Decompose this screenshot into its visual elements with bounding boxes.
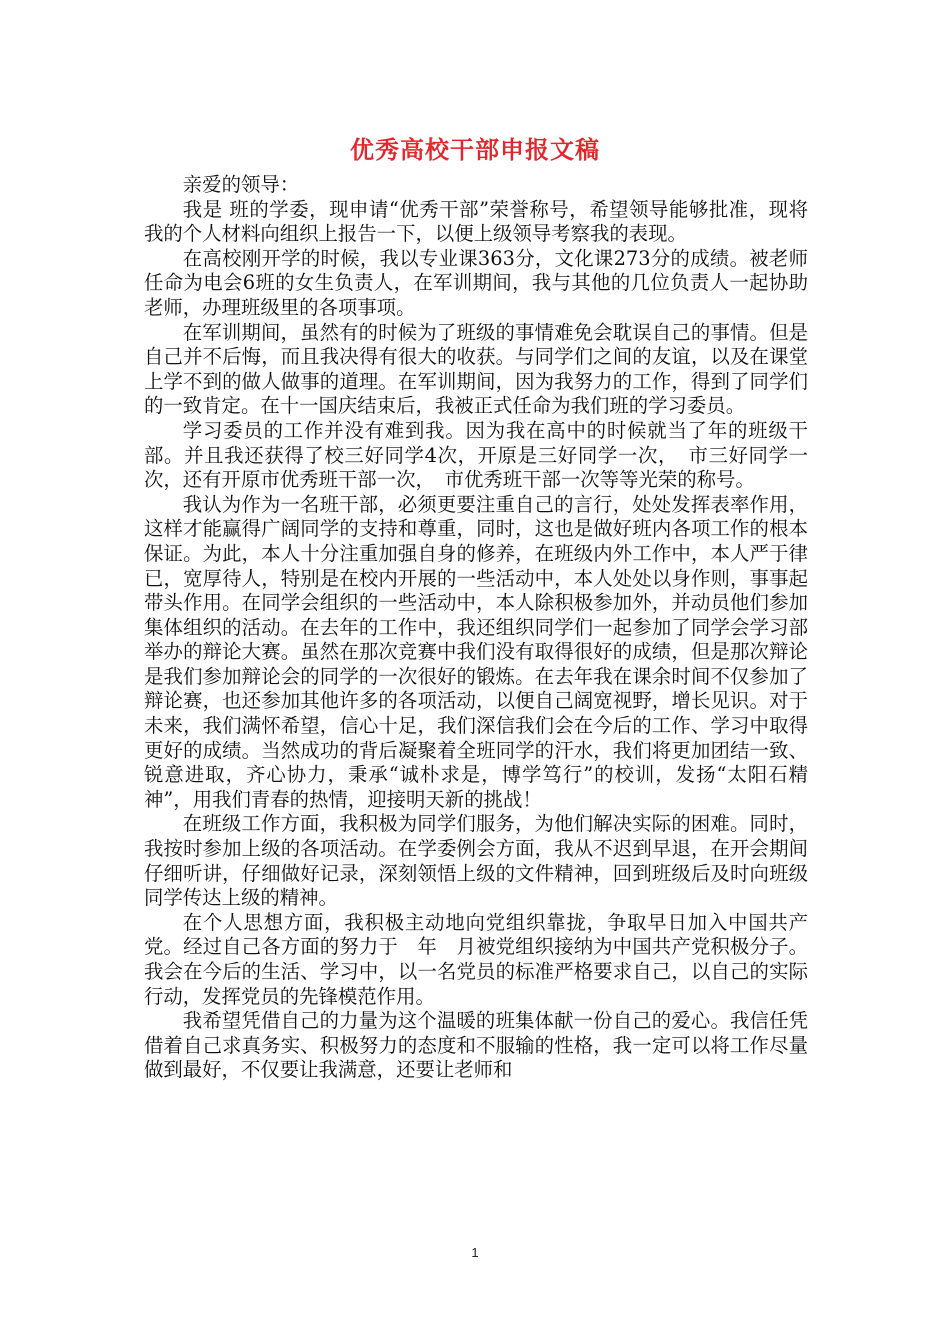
paragraph: 我是 班的学委，现申请“优秀干部”荣誉称号，希望领导能够批准，现将我的个人材料向组织上报告一下，以便上级领导考察我的表现。 bbox=[144, 197, 808, 246]
document-body bbox=[144, 173, 808, 1083]
paragraph: 学习委员的工作并没有难到我。因为我在高中的时候就当了年的班级干部。并且我还获得了校三好同学4次，开原是三好同学一次， 市三好同学一次，还有开原市优秀班干部一次， 市优秀班干部一次等等光荣的称号。 bbox=[144, 418, 808, 492]
salutation: 亲爱的领导： bbox=[182, 173, 300, 196]
paragraph: 我希望凭借自己的力量为这个温暖的班集体献一份自己的爱心。我信任凭借着自己求真务实、积极努力的态度和不服输的性格，我一定可以将工作尽量做到最好，不仅要让我满意，还要让老师和 bbox=[144, 1009, 808, 1082]
document-title: 优秀高校干部申报文稿 bbox=[350, 136, 600, 164]
page-number: 1 bbox=[471, 1245, 479, 1260]
paragraph: 在班级工作方面，我积极为同学们服务，为他们解决实际的困难。同时，我按时参加上级的各项活动。在学委例会方面，我从不迟到早退，在开会期间仔细听讲，仔细做好记录，深刻领悟上级的文件精神，回到班级后及时向班级同学传达上级的精神。 bbox=[144, 812, 808, 910]
paragraph: 在军训期间，虽然有的时候为了班级的事情难免会耽误自己的事情。但是自己并不后悔，而且我决得有很大的收获。与同学们之间的友谊，以及在课堂上学不到的做人做事的道理。在军训期间，因为我努力的工作，得到了同学们的一致肯定。在十一国庆结束后，我被正式任命为我们班的学习委员。 bbox=[144, 320, 808, 418]
paragraph: 在个人思想方面，我积极主动地向党组织靠拢，争取早日加入中国共产党。经过自己各方面的努力于 年 月被党组织接纳为中国共产党积极分子。我会在今后的生活、学习中，以一名党员的标准严格要求自己，以自己的实际行动，发挥党员的先锋模范作用。 bbox=[144, 910, 808, 1008]
paragraph: 在高校刚开学的时候，我以专业课363分，文化课273分的成绩。被老师任命为电会6班的女生负责人，在军训期间，我与其他的几位负责人一起协助老师，办理班级里的各项事项。 bbox=[144, 246, 808, 319]
paragraph: 我认为作为一名班干部，必须更要注重自己的言行，处处发挥表率作用，这样才能赢得广阔同学的支持和尊重，同时，这也是做好班内各项工作的根本保证。为此，本人十分注重加强自身的修养，在班级内外工作中，本人严于律已，宽厚待人，特别是在校内开展的一些活动中，本人处处以身作则，事事起带头作用。在同学会组织的一些活动中，本人除积极参加外，并动员他们参加集体组织的活动。在去年的工作中，我还组织同学们一起参加了同学会学习部举办的辩论大赛。虽然在那次竞赛中我们没有取得很好的成绩，但是那次辩论是我们参加辩论会的同学的一次很好的锻炼。在去年我在课余时间不仅参加了辩论赛，也还参加其他许多的各项活动，以便自己阔宽视野，增长见识。对于未来，我们满怀希望，信心十足，我们深信我们会在今后的工作、学习中取得更好的成绩。当然成功的背后凝聚着全班同学的汗水，我们将更加团结一致、锐意进取，齐心协力，秉承“诚朴求是，博学笃行”的校训，发扬“太阳石精神”，用我们青春的热情，迎接明天新的挑战！ bbox=[144, 492, 808, 811]
